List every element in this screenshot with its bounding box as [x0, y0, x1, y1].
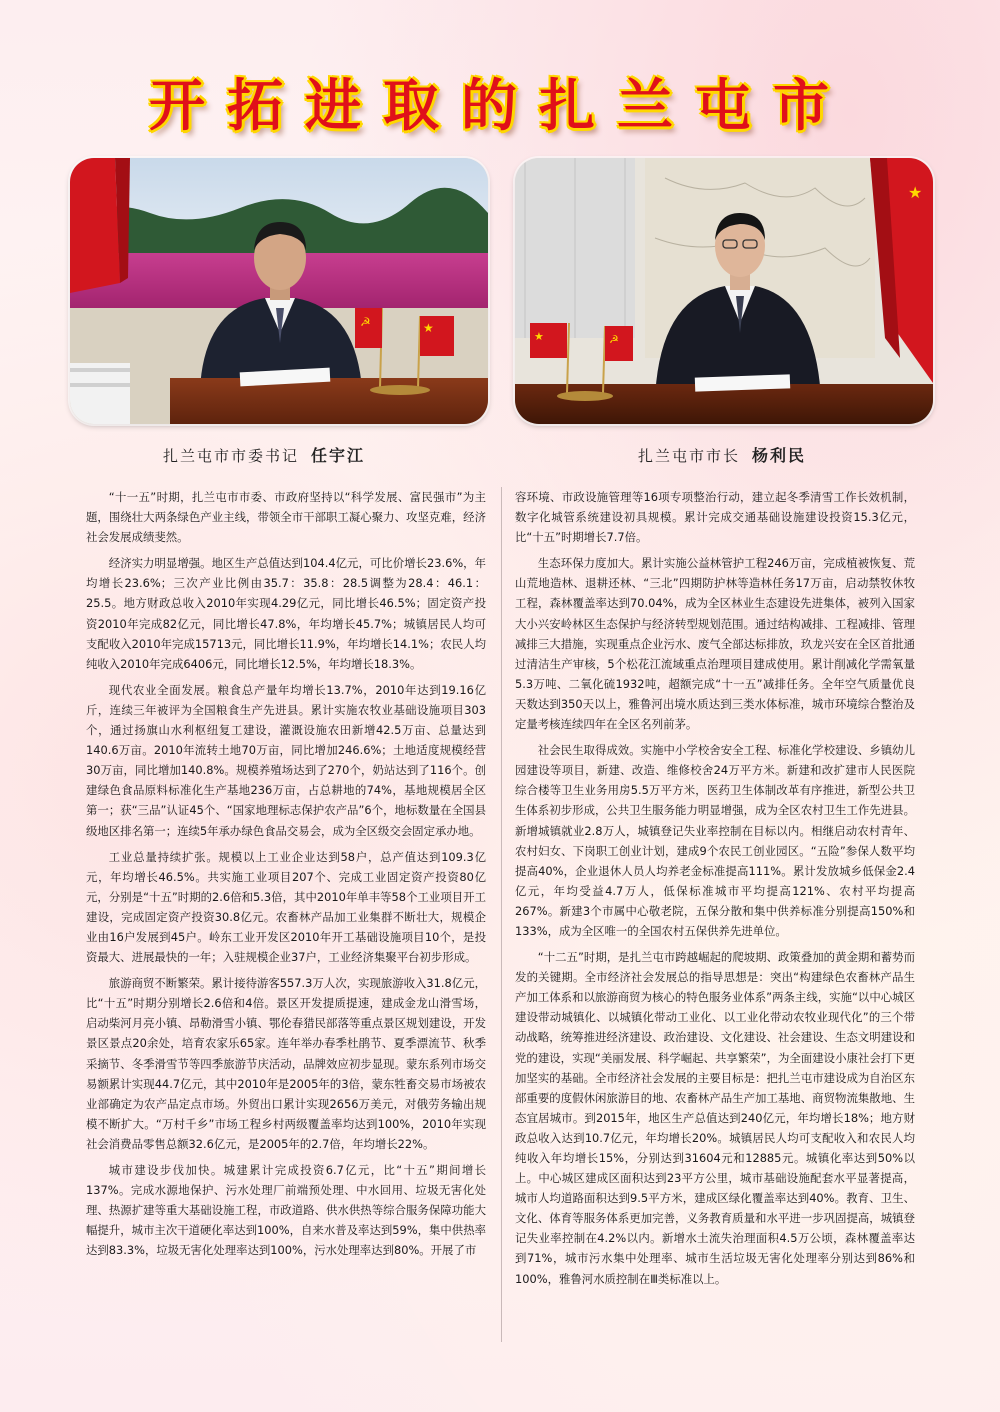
paragraph: “十一五”时期，扎兰屯市市委、市政府坚持以“科学发展、富民强市”为主题，围绕壮大两条绿色产业主线，带领全市干部职工凝心聚力、攻坚克难，经济社会发展成绩斐然。	[86, 490, 486, 545]
paragraph: 容环境、市政设施管理等16项专项整治行动，建立起冬季清雪工作长效机制，数字化城管系统建设初具规模。累计完成交通基础设施建设投资15.3亿元，比“十五”时期增长7.7倍。	[515, 490, 915, 545]
paragraph: “十二五”时期，是扎兰屯市跨越崛起的爬坡期、政策叠加的黄金期和蓄势而发的关键期。全市经济社会发展总的指导思想是：突出“构建绿色农畜林产品生产加工体系和以旅游商贸为核心的特色服务业体系”两条主线，实施“以中心城区建设带动城镇化、以城镇化带动工业化、以工业化带动农牧业现代化”的三个带动战略，统筹推进经济建设、政治建设、文化建设、社会建设、生态文明建设和党的建设，实现“美丽发展、科学崛起、共享繁荣”，为全面建设小康社会打下更加坚实的基础。全市经济社会发展的主要目标是：把扎兰屯市建设成为自治区东部重要的度假休闲旅游目的地、农畜林产品生产加工基地、商贸物流集散地、生态宜居城市。到2015年，地区生产总值达到240亿元，年均增长18%；地方财政总收入达到10.7亿元，年均增长20%。城镇居民人均可支配收入和农民人均纯收入年均增长15%，分别达到31604元和12885元。城镇化率达到50%以上。中心城区建成区面积达到23平方公里，城市基础设施配套水平显著提高，城市人均道路面积达到9.5平方米，建成区绿化覆盖率达到40%。教育、卫生、文化、体育等服务体系更加完善，义务教育质量和水平进一步巩固提高，城镇登记失业率控制在4.2%以内。新增水土流失治理面积4.5万公顷，森林覆盖率达到71%，城市污水集中处理率、城市生活垃圾无害化处理率分别达到86%和100%，雅鲁河水质控制在Ⅲ类标准以上。	[515, 950, 915, 1286]
paragraph: 工业总量持续扩张。规模以上工业企业达到58户，总产值达到109.3亿元，年均增长46.5%。共实施工业项目207个、完成工业固定资产投资80亿元，分别是“十五”时期的2.6倍和5.3倍，其中2010年单丰等58个工业项目开工建设，完成固定资产投资30.8亿元。农畜林产品加工业集群不断壮大，规模企业由16户发展到45户。岭东工业开发区2010年开工基础设施项目10个，是投资最大、进展最快的一年；入驻规模企业37户，工业经济集聚平台初步形成。	[86, 849, 486, 965]
caption-name: 杨利民	[752, 446, 807, 465]
caption-title: 扎兰屯市市长	[638, 447, 741, 465]
paragraph: 现代农业全面发展。粮食总产量年均增长13.7%，2010年达到19.16亿斤，连续三年被评为全国粮食生产先进县。累计实施农牧业基础设施项目303个，通过扬旗山水利枢纽复工建设，灌溉设施农田新增42.5万亩、总量达到140.6万亩。2010年流转土地70万亩，同比增加246.6%；土地适度规模经营30万亩，同比增加140.8%。规模养殖场达到了270个，奶站达到了116个。创建绿色食品原料标准化生产基地236万亩，占总耕地的74%，基地规模居全区第一；获“三品”认证45个、“国家地理标志保护农产品”6个，地标数量在全国县级地区排名第一；连续5年承办绿色食品交易会，成为全区级交会固定承办地。	[86, 682, 486, 838]
article-column-right	[515, 487, 915, 1295]
mayor-photo	[515, 158, 933, 424]
paragraph: 社会民生取得成效。实施中小学校舍安全工程、标准化学校建设、乡镇幼儿园建设等项目，新建、改造、维修校舍24万平方米。新建和改扩建市人民医院综合楼等卫生业务用房5.5万平方米，医药卫生体制改革有序推进，新型公共卫生体系初步形成，公共卫生服务能力明显增强，成为全区农村卫生工作先进县。新增城镇就业2.8万人，城镇登记失业率控制在目标以内。相继启动农村青年、农村妇女、下岗职工创业计划，建成9个农民工创业园区。“五险”参保人数平均提高40%，企业退休人员人均养老金标准提高111%。累计发放城乡低保金2.4亿元，年均受益4.7万人，低保标准城市平均提高121%、农村平均提高267%。新建3个市属中心敬老院，五保分散和集中供养标准分别提高150%和133%，成为全区唯一的全国农村五保供养先进单位。	[515, 743, 915, 938]
svg-text:☭: ☭	[360, 315, 371, 329]
caption-name: 任宇江	[311, 446, 366, 465]
svg-text:☭: ☭	[609, 333, 619, 346]
svg-text:★: ★	[908, 183, 923, 202]
svg-text:★: ★	[423, 321, 434, 335]
paragraph: 城市建设步伐加快。城建累计完成投资6.7亿元，比“十五”期间增长137%。完成水源地保护、污水处理厂前端预处理、中水回用、垃圾无害化处理、热源扩建等重大基础设施工程，市政道路、供水供热等综合服务保障功能大幅提升，城市主次干道硬化率达到100%，自来水普及率达到59%，集中供热率达到83.3%，垃圾无害化处理率达到100%，污水处理率达到80%。开展了市	[86, 1163, 486, 1258]
party-secretary-photo	[70, 158, 488, 424]
paragraph: 生态环保力度加大。累计实施公益林管护工程246万亩，完成植被恢复、荒山荒地造林、退耕还林、“三北”四期防护林等造林任务17万亩，启动禁牧休牧工程，森林覆盖率达到70.04%，成为全区林业生态建设先进集体，被列入国家大小兴安岭林区生态保护与经济转型规划范围。通过结构减排、工程减排、管理减排三大措施，实现重点企业污水、废气全部达标排放，玖龙兴安在全区首批通过清洁生产审核，5个松花江流域重点治理项目建成使用。累计削减化学需氧量5.3万吨、二氧化硫1932吨，超额完成“十一五”减排任务。全年空气质量优良天数达到350天以上，雅鲁河出境水质达到三类水体标准，城市环境综合整治及定量考核连续四年在全区名列前茅。	[515, 556, 915, 732]
svg-text:★: ★	[534, 330, 544, 343]
paragraph: 经济实力明显增强。地区生产总值达到104.4亿元，可比价增长23.6%，年均增长23.6%；三次产业比例由35.7：35.8：28.5调整为28.4：46.1：25.5。地方财政总收入2010年实现4.29亿元，同比增长46.5%；固定资产投资2010年完成82亿元，同比增长47.8%，年均增长45.7%；城镇居民人均可支配收入2010年完成15713元，同比增长11.9%，年均增长14.1%；农民人均纯收入2010年完成6406元，同比增长12.5%，年均增长18.3%。	[86, 556, 486, 671]
mayor-caption	[638, 443, 806, 466]
column-divider	[501, 487, 502, 1342]
party-secretary-caption	[163, 443, 365, 466]
article-column-left	[86, 487, 486, 1266]
caption-title: 扎兰屯市市委书记	[163, 447, 300, 465]
page-title: 开拓进取的扎兰屯市	[149, 73, 851, 139]
paragraph: 旅游商贸不断繁荣。累计接待游客557.3万人次，实现旅游收入31.8亿元，比“十五”时期分别增长2.6倍和4倍。景区开发提质提速，建成金龙山滑雪场，启动柴河月亮小镇、昂勒滑雪小镇、鄂伦春猎民部落等重点景区规划建设，开发景区景点20余处，培育农家乐65家。连年举办春季杜鹃节、夏季漂流节、秋季采摘节、冬季滑雪节等四季旅游节庆活动，品牌效应初步显现。蒙东系列市场交易额累计实现44.7亿元，其中2010年是2005年的3倍，蒙东牲畜交易市场被农业部确定为农产品定点市场。外贸出口累计实现2656万美元，对俄劳务输出规模不断扩大。“万村千乡”市场工程乡村两级覆盖率均达到100%，2010年实现社会消费品零售总额32.6亿元，是2005年的2.7倍，年均增长22%。	[86, 976, 486, 1151]
